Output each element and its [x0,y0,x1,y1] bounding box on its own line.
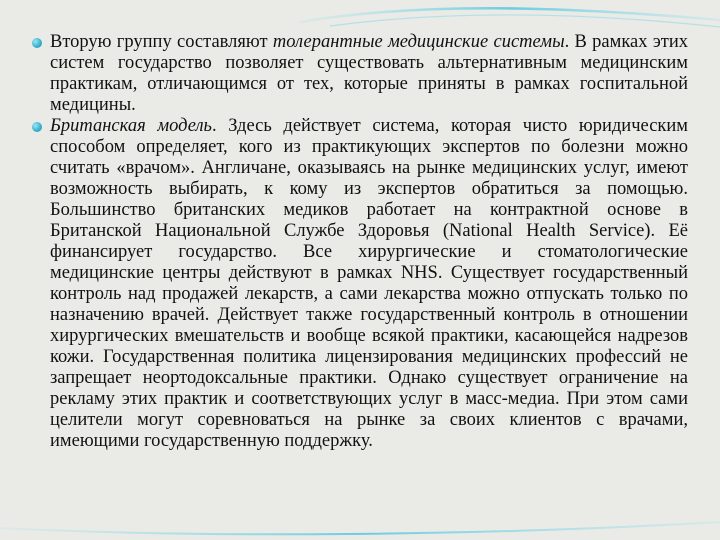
item-text-rest: . В рамках этих систем государство позволяет существовать альтернативным медицинским практикам, отличающимся от тех, которые приняты в рамках госпитальной медицины. [50,32,688,115]
item-text-start: Вторую группу составляют [50,32,273,52]
item-emphasis: Британская модель [50,116,212,136]
bullet-icon [32,38,42,48]
bullet-item-tolerant-systems [32,32,688,116]
bullet-item-british-model [32,116,688,452]
item-emphasis: толерантные медицинские системы [272,32,565,52]
bullet-icon [32,122,42,132]
slide-body [32,32,688,452]
item-text-rest: . Здесь действует система, которая чисто юридическим способом определяет, кого из практикующих экспертов по болезни можно считать «врачом». Англичане, оказываясь на рынке медицинских услуг, имеют возможность выбирать, к кому из экспертов обратиться за помощью. Большинство британских медиков работает на контрактной основе в Британской Национальной Службе Здоровья (National Health Service). Её финансирует государство. Все хирургические и стоматологические медицинские центры действуют в рамках NHS. Существует государственный контроль над продажей лекарств, а сами лекарства можно отпускать только по назначению врачей. Действует также государственный контроль в отношении хирургических вмешательств и вообще всякой практики, касающейся надрезов кожи. Государственная политика лицензирования медицинских профессий не запрещает неортодоксальные практики. Однако существует ограничение на рекламу этих практик и соответствующих услуг в масс-медиа. При этом сами целители могут соревноваться на рынке за своих клиентов с врачами, имеющими государственную поддержку. [50,116,688,451]
